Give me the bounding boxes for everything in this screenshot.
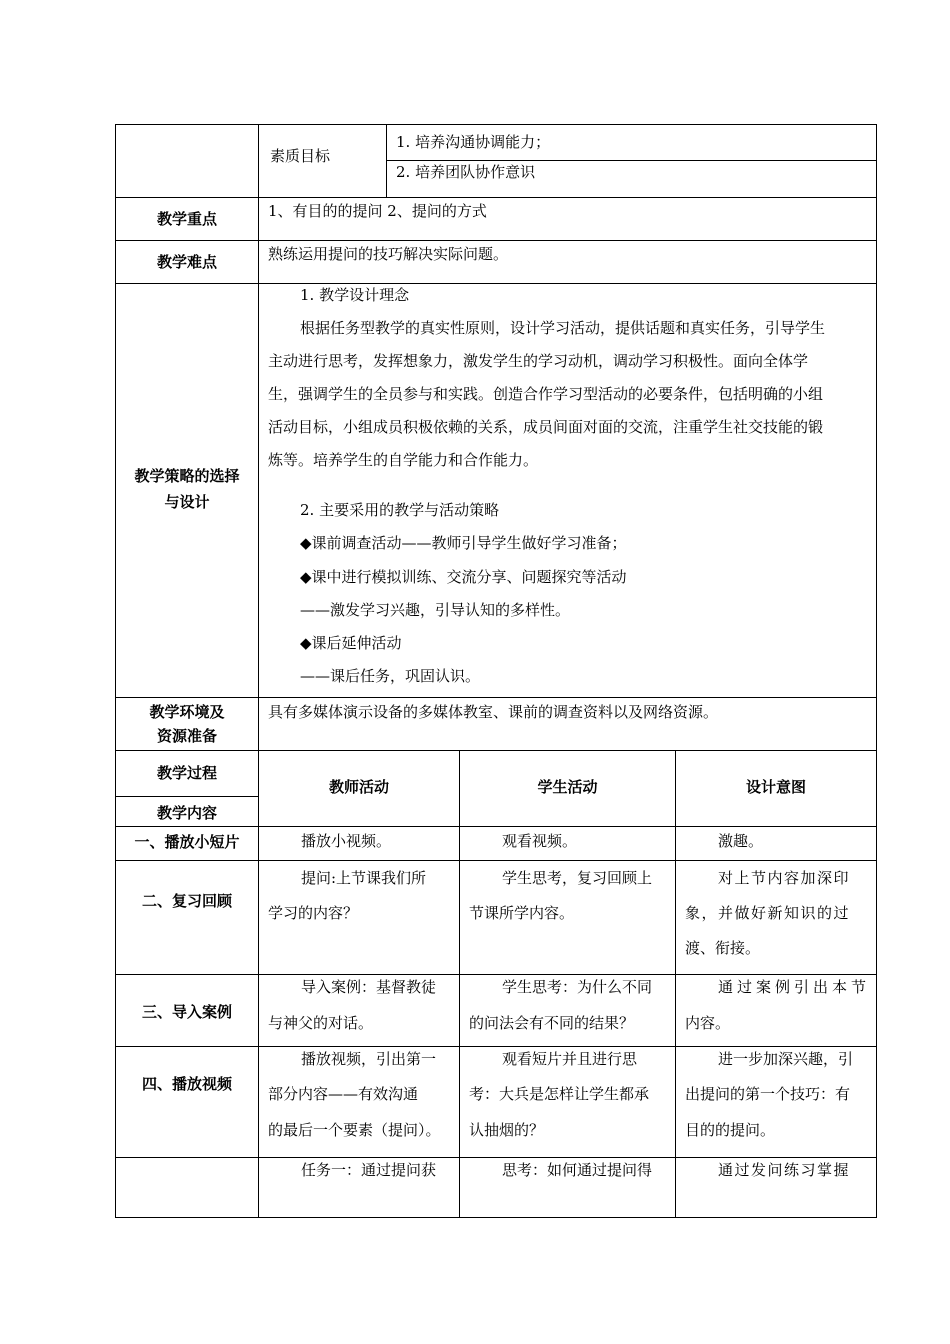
strategy-bullet: ◆课中进行模拟训练、交流分享、问题探究等活动	[300, 568, 627, 586]
quality-goal-item-2: 2. 培养团队协作意识	[396, 163, 536, 181]
key-points-label: 教学重点	[156, 210, 217, 228]
student-activity-header: 学生活动	[537, 778, 598, 796]
strategy-bullet: ◆课前调查活动——教师引导学生做好学习准备；	[300, 534, 627, 552]
step-title: 二、复习回顾	[141, 892, 232, 910]
step-intent-line: 通过发问练习掌握	[718, 1161, 851, 1179]
step-title: 四、播放视频	[141, 1075, 232, 1093]
step-intent-line: 激趣。	[718, 832, 764, 850]
strategy-heading-2: 2. 主要采用的教学与活动策略	[300, 501, 500, 519]
strategy-label-line2: 与设计	[164, 493, 210, 511]
step-intent-line: 通过案例引出本节	[718, 978, 871, 996]
difficulty-content: 熟练运用提问的技巧解决实际问题。	[268, 245, 509, 263]
strategy-para-line: 生，强调学生的全员参与和实践。创造合作学习型活动的必要条件，包括明确的小组	[268, 385, 824, 403]
step-student-line: 节课所学内容。	[469, 904, 575, 922]
strategy-heading-1: 1. 教学设计理念	[300, 286, 410, 304]
step-teacher-line: 提问:上节课我们所	[301, 869, 427, 887]
step-student-line: 认抽烟的？	[469, 1121, 545, 1139]
step-intent-line: 对上节内容加深印	[718, 869, 851, 887]
strategy-para-line: 根据任务型教学的真实性原则，设计学习活动，提供话题和真实任务，引导学生	[300, 319, 826, 337]
step-student-line: 观看视频。	[502, 832, 578, 850]
step-teacher-line: 播放视频，引出第一	[301, 1050, 437, 1068]
strategy-label-line1: 教学策略的选择	[134, 467, 240, 485]
step-teacher-line: 播放小视频。	[301, 832, 392, 850]
step-student-line: 观看短片并且进行思	[502, 1050, 638, 1068]
step-teacher-line: 部分内容——有效沟通	[268, 1085, 419, 1103]
step-intent-line: 目的的提问。	[685, 1121, 776, 1139]
strategy-bullet: ◆课后延伸活动	[300, 634, 402, 652]
strategy-para-line: 炼等。培养学生的自学能力和合作能力。	[268, 451, 539, 469]
step-student-line: 学生思考，复习回顾上	[502, 869, 653, 887]
key-points-content: 1、有目的的提问 2、提问的方式	[268, 202, 487, 220]
difficulty-label: 教学难点	[156, 253, 217, 271]
step-intent-line: 进一步加深兴趣，引	[718, 1050, 854, 1068]
step-teacher-line: 的最后一个要素（提问）。	[268, 1121, 441, 1139]
step-title: 一、播放小短片	[134, 833, 240, 851]
env-label-line2: 资源准备	[156, 727, 217, 745]
strategy-para-line: 活动目标，小组成员积极依赖的关系，成员间面对面的交流，注重学生社交技能的锻	[268, 418, 824, 436]
teacher-activity-header: 教师活动	[328, 778, 389, 796]
content-header-label: 教学内容	[156, 804, 217, 822]
strategy-para-line: 主动进行思考，发挥想象力，激发学生的学习动机，调动学习积极性。面向全体学	[268, 352, 809, 370]
strategy-bullet: ——课后任务，巩固认识。	[300, 667, 481, 685]
env-label-line1: 教学环境及	[149, 703, 225, 721]
step-teacher-line: 导入案例：基督教徒	[301, 978, 437, 996]
step-title: 三、导入案例	[141, 1003, 232, 1021]
quality-goal-label: 素质目标	[270, 147, 331, 165]
step-intent-line: 象，并做好新知识的过	[685, 904, 851, 922]
strategy-bullet: ——激发学习兴趣，引导认知的多样性。	[300, 601, 571, 619]
quality-goal-item-1: 1. 培养沟通协调能力；	[396, 133, 551, 151]
step-intent-line: 内容。	[685, 1014, 731, 1032]
step-teacher-line: 与神父的对话。	[268, 1014, 374, 1032]
step-student-line: 思考：如何通过提问得	[502, 1161, 653, 1179]
process-header-label: 教学过程	[156, 764, 217, 782]
step-student-line: 学生思考：为什么不同	[502, 978, 653, 996]
design-intent-header: 设计意图	[745, 778, 806, 796]
env-content: 具有多媒体演示设备的多媒体教室、课前的调查资料以及网络资源。	[268, 703, 719, 721]
step-student-line: 的问法会有不同的结果？	[469, 1014, 635, 1032]
step-teacher-line: 学习的内容？	[268, 904, 359, 922]
step-intent-line: 渡、衔接。	[685, 939, 761, 957]
step-student-line: 考：大兵是怎样让学生都承	[469, 1085, 650, 1103]
step-teacher-line: 任务一：通过提问获	[301, 1161, 437, 1179]
step-intent-line: 出提问的第一个技巧：有	[685, 1085, 851, 1103]
